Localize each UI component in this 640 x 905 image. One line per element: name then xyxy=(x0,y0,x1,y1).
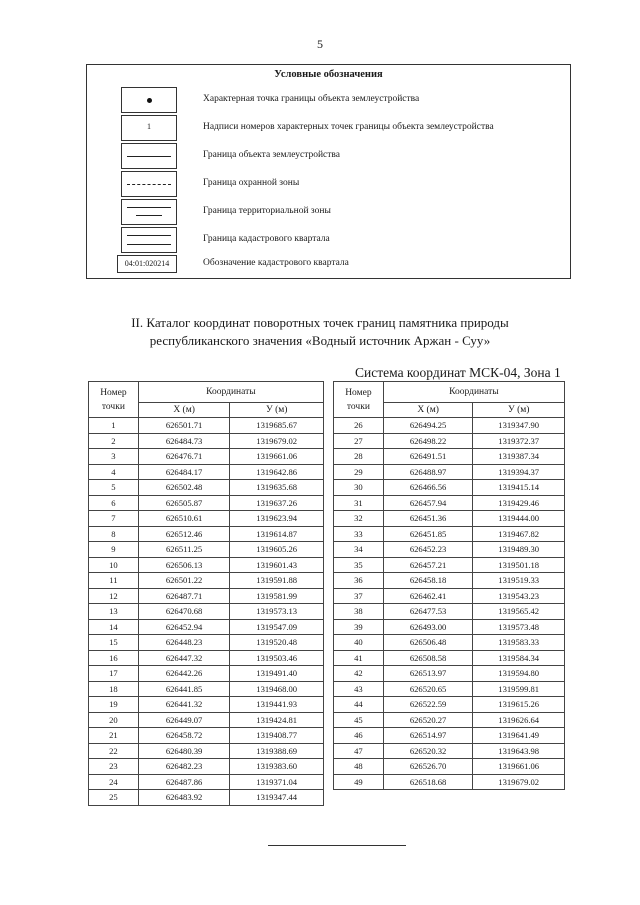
dashed-line-icon xyxy=(121,171,177,197)
legend-item xyxy=(87,87,570,115)
table-row xyxy=(334,588,565,604)
table-row xyxy=(334,681,565,697)
legend-item-text: Граница объекта землеустройства xyxy=(203,150,340,160)
x-coordinate-cell: 626441.32 xyxy=(138,697,230,713)
y-coordinate-cell: 1319565.42 xyxy=(473,604,565,620)
table-row xyxy=(89,495,324,511)
header-point-number: Номер точки xyxy=(89,382,139,418)
table-row xyxy=(89,542,324,558)
point-number-cell: 33 xyxy=(334,526,384,542)
point-number-cell: 32 xyxy=(334,511,384,527)
point-number-cell: 23 xyxy=(89,759,139,775)
x-coordinate-cell: 626466.56 xyxy=(383,480,473,496)
x-coordinate-cell: 626520.32 xyxy=(383,743,473,759)
x-coordinate-cell: 626520.27 xyxy=(383,712,473,728)
x-coordinate-cell: 626491.51 xyxy=(383,449,473,465)
table-row xyxy=(334,728,565,744)
table-row xyxy=(334,433,565,449)
y-coordinate-cell: 1319347.90 xyxy=(473,418,565,434)
table-row xyxy=(89,650,324,666)
x-coordinate-cell: 626510.61 xyxy=(138,511,230,527)
point-number-cell: 12 xyxy=(89,588,139,604)
x-coordinate-cell: 626512.46 xyxy=(138,526,230,542)
point-number-cell: 39 xyxy=(334,619,384,635)
x-coordinate-cell: 626449.07 xyxy=(138,712,230,728)
y-coordinate-cell: 1319388.69 xyxy=(230,743,324,759)
table-row xyxy=(334,604,565,620)
table-row xyxy=(89,480,324,496)
x-coordinate-cell: 626506.48 xyxy=(383,635,473,651)
header-coordinates: Координаты xyxy=(138,382,323,403)
legend-item-text: Характерная точка границы объекта землеустройства xyxy=(203,94,420,104)
point-number-cell: 44 xyxy=(334,697,384,713)
y-coordinate-cell: 1319584.34 xyxy=(473,650,565,666)
x-coordinate-cell: 626480.39 xyxy=(138,743,230,759)
header-coordinates: Координаты xyxy=(383,382,564,403)
table-row xyxy=(89,604,324,620)
y-coordinate-cell: 1319583.33 xyxy=(473,635,565,651)
table-row xyxy=(89,511,324,527)
point-number-cell: 28 xyxy=(334,449,384,465)
table-row xyxy=(334,619,565,635)
point-number-cell: 36 xyxy=(334,573,384,589)
point-number-cell: 41 xyxy=(334,650,384,666)
point-number-cell: 35 xyxy=(334,557,384,573)
y-coordinate-cell: 1319444.00 xyxy=(473,511,565,527)
legend-item xyxy=(87,251,570,279)
point-number-cell: 15 xyxy=(89,635,139,651)
table-row xyxy=(334,666,565,682)
catalog-heading-line: II. Каталог координат поворотных точек границ памятника природы xyxy=(131,315,509,330)
y-coordinate-cell: 1319614.87 xyxy=(230,526,324,542)
table-row xyxy=(334,418,565,434)
y-coordinate-cell: 1319394.37 xyxy=(473,464,565,480)
table-row xyxy=(334,697,565,713)
y-coordinate-cell: 1319372.37 xyxy=(473,433,565,449)
point-number-cell: 26 xyxy=(334,418,384,434)
table-row xyxy=(89,449,324,465)
x-coordinate-cell: 626458.18 xyxy=(383,573,473,589)
legend-item-text: Граница территориальной зоны xyxy=(203,206,331,216)
table-row xyxy=(89,728,324,744)
legend-item xyxy=(87,199,570,227)
table-row xyxy=(89,681,324,697)
point-number-cell: 47 xyxy=(334,743,384,759)
x-coordinate-cell: 626487.86 xyxy=(138,774,230,790)
y-coordinate-cell: 1319642.86 xyxy=(230,464,324,480)
x-coordinate-cell: 626483.92 xyxy=(138,790,230,806)
point-number-cell: 22 xyxy=(89,743,139,759)
table-row xyxy=(89,790,324,806)
x-coordinate-cell: 626520.65 xyxy=(383,681,473,697)
point-number-cell: 16 xyxy=(89,650,139,666)
point-number-cell: 45 xyxy=(334,712,384,728)
point-number-cell: 13 xyxy=(89,604,139,620)
table-row xyxy=(89,712,324,728)
x-coordinate-cell: 626451.36 xyxy=(383,511,473,527)
table-row xyxy=(89,619,324,635)
x-coordinate-cell: 626505.87 xyxy=(138,495,230,511)
y-coordinate-cell: 1319383.60 xyxy=(230,759,324,775)
y-coordinate-cell: 1319581.99 xyxy=(230,588,324,604)
y-coordinate-cell: 1319387.34 xyxy=(473,449,565,465)
catalog-heading-line: республиканского значения «Водный источник Аржан - Суу» xyxy=(149,333,491,348)
y-coordinate-cell: 1319547.09 xyxy=(230,619,324,635)
point-number-icon xyxy=(121,115,177,141)
x-coordinate-cell: 626447.32 xyxy=(138,650,230,666)
x-coordinate-cell: 626514.97 xyxy=(383,728,473,744)
table-row xyxy=(334,542,565,558)
y-coordinate-cell: 1319679.02 xyxy=(230,433,324,449)
table-row xyxy=(334,526,565,542)
table-row xyxy=(89,697,324,713)
y-coordinate-cell: 1319635.68 xyxy=(230,480,324,496)
table-row xyxy=(334,449,565,465)
table-row xyxy=(89,774,324,790)
point-number-cell: 10 xyxy=(89,557,139,573)
point-number-cell: 14 xyxy=(89,619,139,635)
y-coordinate-cell: 1319637.26 xyxy=(230,495,324,511)
cadastral-quarter-line-icon xyxy=(121,227,177,253)
table-row xyxy=(334,573,565,589)
point-number-cell: 9 xyxy=(89,542,139,558)
territorial-zone-line-icon xyxy=(121,199,177,225)
dot-icon xyxy=(121,87,177,113)
y-coordinate-cell: 1319467.82 xyxy=(473,526,565,542)
x-coordinate-cell: 626511.25 xyxy=(138,542,230,558)
table-row xyxy=(334,511,565,527)
x-coordinate-cell: 626501.22 xyxy=(138,573,230,589)
point-number-cell: 18 xyxy=(89,681,139,697)
point-number-cell: 34 xyxy=(334,542,384,558)
point-number-cell: 46 xyxy=(334,728,384,744)
y-coordinate-cell: 1319661.06 xyxy=(473,759,565,775)
table-row xyxy=(89,464,324,480)
point-number-cell: 27 xyxy=(334,433,384,449)
legend-item-text: Граница охранной зоны xyxy=(203,178,300,188)
table-row xyxy=(89,433,324,449)
y-coordinate-cell: 1319347.44 xyxy=(230,790,324,806)
point-number-cell: 49 xyxy=(334,774,384,790)
table-row xyxy=(334,495,565,511)
x-coordinate-cell: 626498.22 xyxy=(383,433,473,449)
y-coordinate-cell: 1319599.81 xyxy=(473,681,565,697)
y-coordinate-cell: 1319605.26 xyxy=(230,542,324,558)
point-number-cell: 42 xyxy=(334,666,384,682)
x-coordinate-cell: 626508.58 xyxy=(383,650,473,666)
y-coordinate-cell: 1319573.13 xyxy=(230,604,324,620)
x-coordinate-cell: 626526.70 xyxy=(383,759,473,775)
x-coordinate-cell: 626457.94 xyxy=(383,495,473,511)
point-number-cell: 11 xyxy=(89,573,139,589)
point-number-cell: 6 xyxy=(89,495,139,511)
y-coordinate-cell: 1319501.18 xyxy=(473,557,565,573)
table-row xyxy=(89,588,324,604)
y-coordinate-cell: 1319489.30 xyxy=(473,542,565,558)
y-coordinate-cell: 1319679.02 xyxy=(473,774,565,790)
legend-item xyxy=(87,143,570,171)
legend-box xyxy=(86,64,571,279)
legend-item-text: Обозначение кадастрового квартала xyxy=(203,258,349,268)
table-row xyxy=(334,464,565,480)
x-coordinate-cell: 626442.26 xyxy=(138,666,230,682)
header-y: У (м) xyxy=(230,403,324,418)
x-coordinate-cell: 626451.85 xyxy=(383,526,473,542)
coordinates-table-right xyxy=(333,381,565,790)
point-number-cell: 19 xyxy=(89,697,139,713)
header-y: У (м) xyxy=(473,403,565,418)
y-coordinate-cell: 1319441.93 xyxy=(230,697,324,713)
x-coordinate-cell: 626452.94 xyxy=(138,619,230,635)
x-coordinate-cell: 626462.41 xyxy=(383,588,473,604)
y-coordinate-cell: 1319623.94 xyxy=(230,511,324,527)
header-x: X (м) xyxy=(138,403,230,418)
catalog-heading xyxy=(0,314,640,350)
x-coordinate-cell: 626488.97 xyxy=(383,464,473,480)
x-coordinate-cell: 626501.71 xyxy=(138,418,230,434)
x-coordinate-cell: 626484.73 xyxy=(138,433,230,449)
y-coordinate-cell: 1319424.81 xyxy=(230,712,324,728)
x-coordinate-cell: 626482.23 xyxy=(138,759,230,775)
x-coordinate-cell: 626470.68 xyxy=(138,604,230,620)
point-number-cell: 24 xyxy=(89,774,139,790)
legend-item xyxy=(87,115,570,143)
y-coordinate-cell: 1319685.67 xyxy=(230,418,324,434)
y-coordinate-cell: 1319591.88 xyxy=(230,573,324,589)
y-coordinate-cell: 1319415.14 xyxy=(473,480,565,496)
table-row xyxy=(89,526,324,542)
page-number: 5 xyxy=(317,37,323,51)
cadastral-code-icon: 04:01:020214 xyxy=(117,255,177,273)
y-coordinate-cell: 1319519.33 xyxy=(473,573,565,589)
y-coordinate-cell: 1319491.40 xyxy=(230,666,324,682)
point-number-cell: 20 xyxy=(89,712,139,728)
x-coordinate-cell: 626506.13 xyxy=(138,557,230,573)
table-row xyxy=(89,418,324,434)
point-number-cell: 21 xyxy=(89,728,139,744)
y-coordinate-cell: 1319429.46 xyxy=(473,495,565,511)
table-row xyxy=(334,635,565,651)
x-coordinate-cell: 626441.85 xyxy=(138,681,230,697)
point-number-cell: 25 xyxy=(89,790,139,806)
y-coordinate-cell: 1319503.46 xyxy=(230,650,324,666)
point-number-cell: 8 xyxy=(89,526,139,542)
point-number-cell: 37 xyxy=(334,588,384,604)
table-row xyxy=(334,759,565,775)
point-number-cell: 17 xyxy=(89,666,139,682)
y-coordinate-cell: 1319573.48 xyxy=(473,619,565,635)
table-row xyxy=(334,712,565,728)
x-coordinate-cell: 626484.17 xyxy=(138,464,230,480)
point-number-cell: 30 xyxy=(334,480,384,496)
table-row xyxy=(334,650,565,666)
x-coordinate-cell: 626487.71 xyxy=(138,588,230,604)
x-coordinate-cell: 626493.00 xyxy=(383,619,473,635)
point-number-cell: 29 xyxy=(334,464,384,480)
x-coordinate-cell: 626452.23 xyxy=(383,542,473,558)
header-point-number: Номер точки xyxy=(334,382,384,418)
point-number-cell: 3 xyxy=(89,449,139,465)
y-coordinate-cell: 1319661.06 xyxy=(230,449,324,465)
point-number-cell: 7 xyxy=(89,511,139,527)
coordinate-system-label: Система координат МСК-04, Зона 1 xyxy=(355,365,561,380)
point-number-cell: 43 xyxy=(334,681,384,697)
table-row xyxy=(334,557,565,573)
x-coordinate-cell: 626522.59 xyxy=(383,697,473,713)
legend-item xyxy=(87,171,570,199)
point-number-cell: 4 xyxy=(89,464,139,480)
coordinates-table-left xyxy=(88,381,324,806)
y-coordinate-cell: 1319594.80 xyxy=(473,666,565,682)
point-number-cell: 48 xyxy=(334,759,384,775)
y-coordinate-cell: 1319626.64 xyxy=(473,712,565,728)
table-row xyxy=(89,573,324,589)
table-row xyxy=(89,759,324,775)
x-coordinate-cell: 626458.72 xyxy=(138,728,230,744)
x-coordinate-cell: 626476.71 xyxy=(138,449,230,465)
point-number-cell: 40 xyxy=(334,635,384,651)
x-coordinate-cell: 626502.48 xyxy=(138,480,230,496)
point-number-cell: 38 xyxy=(334,604,384,620)
legend-item-text: Граница кадастрового квартала xyxy=(203,234,330,244)
y-coordinate-cell: 1319643.98 xyxy=(473,743,565,759)
y-coordinate-cell: 1319520.48 xyxy=(230,635,324,651)
table-row xyxy=(89,635,324,651)
legend-title: Условные обозначения xyxy=(274,69,383,80)
x-coordinate-cell: 626513.97 xyxy=(383,666,473,682)
table-row xyxy=(334,743,565,759)
legend-item-text: Надписи номеров характерных точек границы объекта землеустройства xyxy=(203,122,494,132)
table-row xyxy=(334,480,565,496)
x-coordinate-cell: 626518.68 xyxy=(383,774,473,790)
y-coordinate-cell: 1319543.23 xyxy=(473,588,565,604)
point-number-cell: 5 xyxy=(89,480,139,496)
table-row xyxy=(334,774,565,790)
table-row xyxy=(89,557,324,573)
x-coordinate-cell: 626494.25 xyxy=(383,418,473,434)
header-x: X (м) xyxy=(383,403,473,418)
x-coordinate-cell: 626477.53 xyxy=(383,604,473,620)
y-coordinate-cell: 1319601.43 xyxy=(230,557,324,573)
x-coordinate-cell: 626457.21 xyxy=(383,557,473,573)
x-coordinate-cell: 626448.23 xyxy=(138,635,230,651)
table-row xyxy=(89,666,324,682)
divider-line xyxy=(268,845,406,846)
y-coordinate-cell: 1319615.26 xyxy=(473,697,565,713)
point-number-cell: 2 xyxy=(89,433,139,449)
y-coordinate-cell: 1319468.00 xyxy=(230,681,324,697)
point-number-cell: 1 xyxy=(89,418,139,434)
y-coordinate-cell: 1319641.49 xyxy=(473,728,565,744)
y-coordinate-cell: 1319371.04 xyxy=(230,774,324,790)
table-row xyxy=(89,743,324,759)
y-coordinate-cell: 1319408.77 xyxy=(230,728,324,744)
solid-line-icon xyxy=(121,143,177,169)
point-number-cell: 31 xyxy=(334,495,384,511)
